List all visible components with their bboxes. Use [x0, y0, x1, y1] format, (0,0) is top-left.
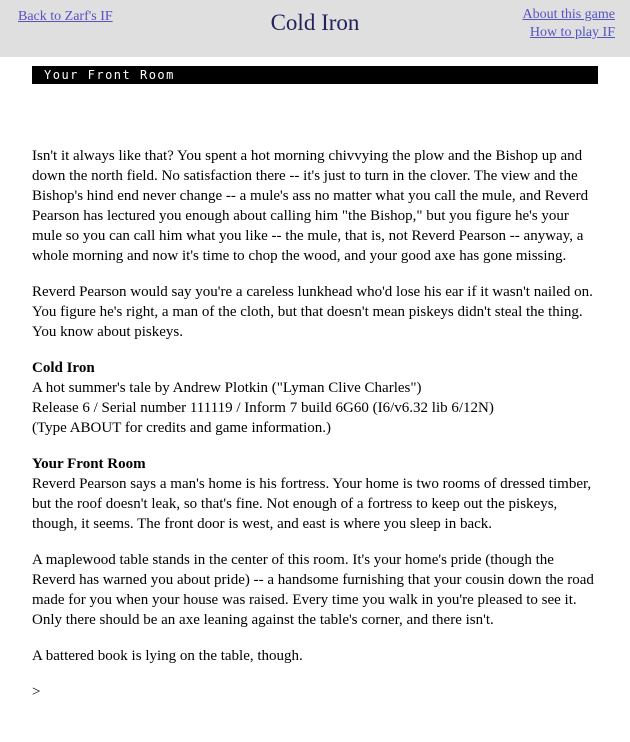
story-paragraph: Isn't it always like that? You spent a hot morning chivvying the plow and the Bishop up and down the north field. No satisfaction there -- it's just to turn in the clover. The view and the Bishop's hind end never change -- a mule's ass no matter what you call the mule, and Reverd Pearson has lectured you enough about calling him "the Bishop," but you figure he's your mule so you can call him what you like -- the mule, that is, not Reverd Pearson -- anyway, a whole morning and now it's time to chop the wood, and your good axe has gone missing. — [32, 148, 589, 264]
story-paragraph: A battered book is lying on the table, though. — [32, 648, 303, 664]
how-to-play-if-link[interactable]: How to play IF — [529, 25, 615, 40]
banner-byline: A hot summer's tale by Andrew Plotkin ("Lyman Clive Charles") — [32, 380, 422, 396]
header-links — [522, 6, 615, 42]
page-title: Cold Iron — [270, 10, 360, 35]
room-heading: Your Front Room — [32, 456, 146, 472]
room-text: Reverd Pearson says a man's home is his fortress. Your home is two rooms of dressed timber, but the roof doesn't leak, so that's fine. Not enough of a fortress to keep out the piskeys, though, it seems. The front door is west, and east is where you sleep in back. — [32, 476, 592, 532]
story-paragraph: Reverd Pearson would say you're a careless lunkhead who'd lose his ear if it wasn't nailed on. You figure he's right, a man of the cloth, but that doesn't mean piskeys didn't steal the thing. You know about piskeys. — [32, 284, 593, 340]
status-bar — [32, 66, 598, 84]
command-prompt-line — [32, 682, 600, 702]
about-this-game-link[interactable]: About this game — [522, 7, 615, 22]
command-input[interactable] — [46, 682, 600, 702]
transcript — [32, 146, 600, 702]
banner-about-hint: (Type ABOUT for credits and game information.) — [32, 420, 332, 436]
back-to-zarfs-if-link[interactable]: Back to Zarf's IF — [18, 9, 113, 24]
banner-release-info: Release 6 / Serial number 111119 / Inform 7 build 6G60 (I6/v6.32 lib 6/12N) — [32, 400, 494, 416]
game-banner — [32, 358, 600, 438]
site-header — [0, 0, 630, 57]
game-window — [0, 66, 630, 702]
prompt-char: > — [32, 684, 41, 700]
banner-title: Cold Iron — [32, 360, 95, 376]
status-room-name: Your Front Room — [44, 68, 175, 82]
room-description — [32, 454, 600, 534]
story-paragraph: A maplewood table stands in the center of this room. It's your home's pride (though the Reverd has warned you about pride) -- a handsome furnishing that your cousin down the road made for you when your house was raised. Every time you walk in you're pleased to see it. Only there should be an axe leaning against the table's corner, and there isn't. — [32, 552, 594, 628]
